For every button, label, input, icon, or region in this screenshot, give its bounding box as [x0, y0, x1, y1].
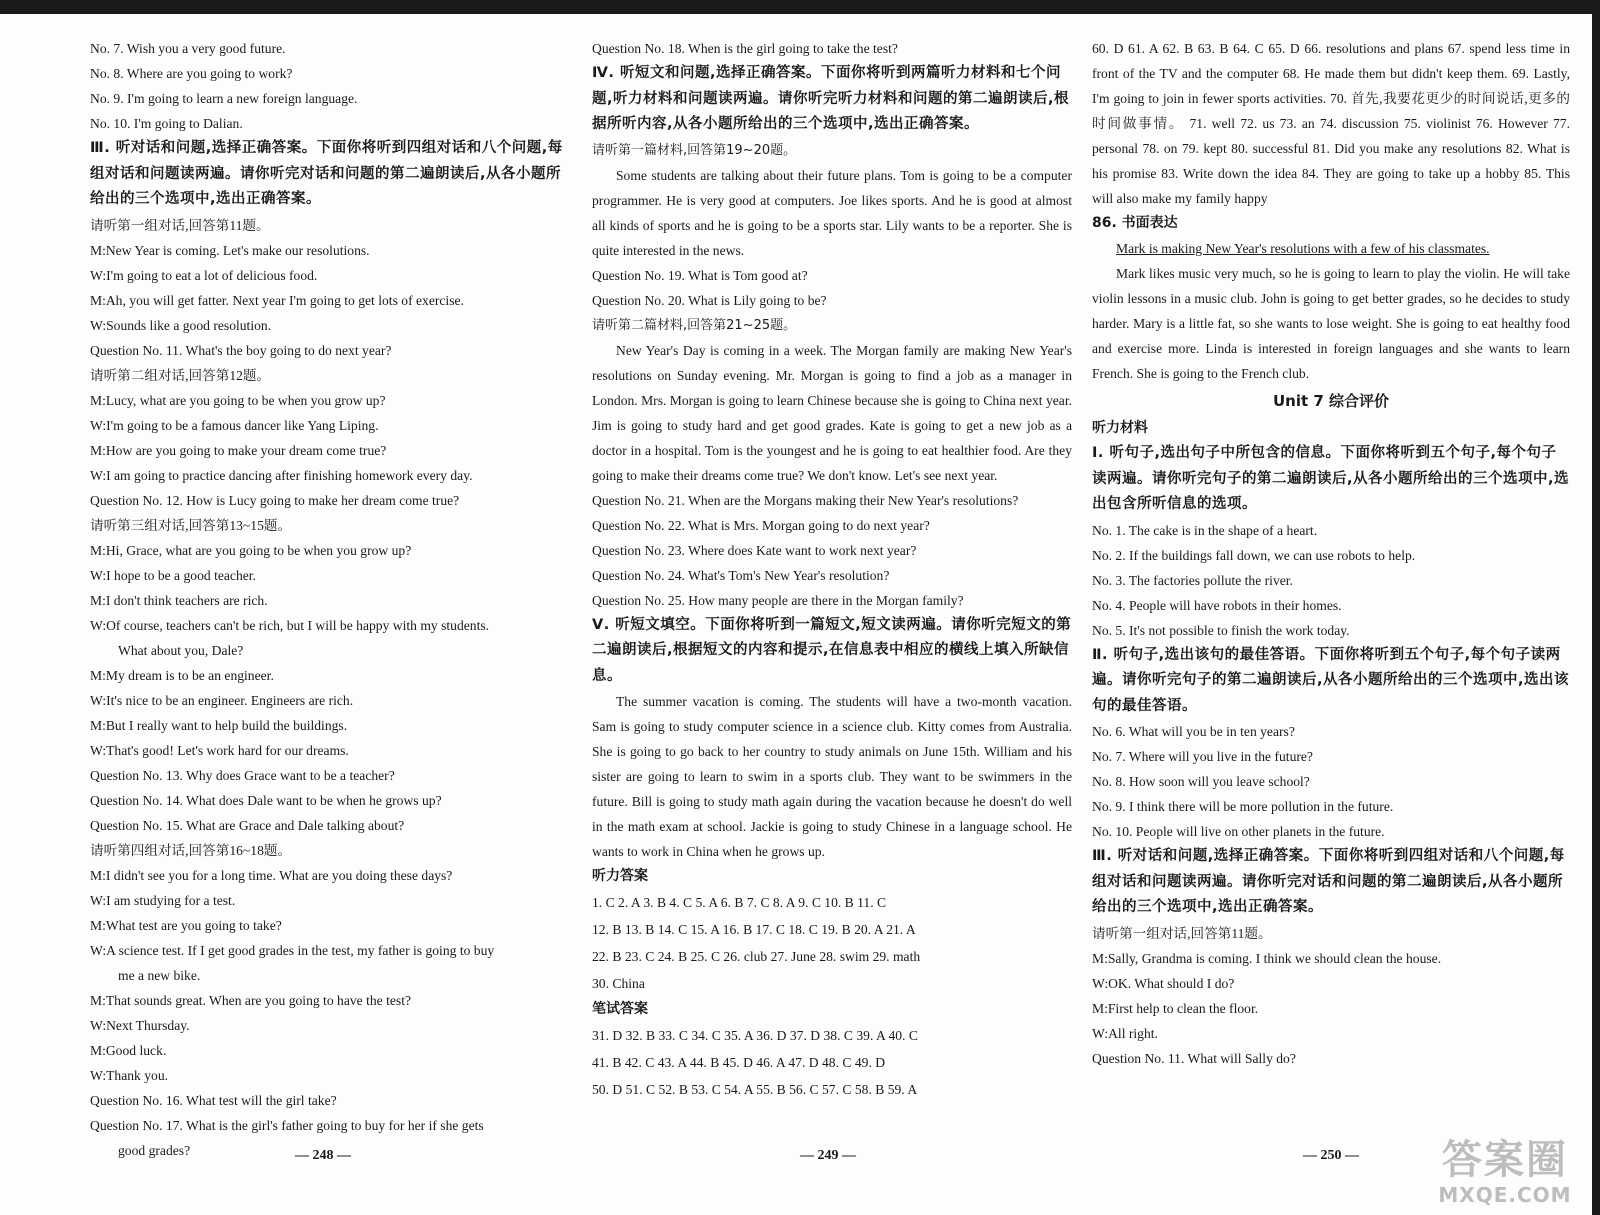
question-line: Question No. 25. How many people are there in the Morgan family? — [592, 592, 964, 608]
listening-line: No. 10. I'm going to Dalian. — [90, 116, 243, 131]
text-line: W:I'm going to be a famous dancer like Yang Liping. — [90, 417, 379, 433]
listening-answers-title: 听力答案 — [592, 868, 648, 884]
section-3-heading: Ⅲ. 听对话和问题,选择正确答案。下面你将听到四组对话和八个问题,每组对话和问题读两遍。请你听完对话和问题的第二遍朗读后,从各小题所给出的三个选项中,选出正确答案。 — [90, 140, 563, 207]
watermark-logo — [1430, 1137, 1580, 1207]
passage-3: The summer vacation is coming. The students will have a two-month vacation. Sam is going to study computer science in a science club. Kitty comes from Australia. She is going to go back to her country to study animals on June 15th. William and his sister are going to learn to swim in a sports club. They want to be swimmers in the future. Bill is going to study math again during the vacation because he doesn't do well in the math exam at school. Jackie is going to study Chinese in a language school. He wants to work in China when he grows up. — [592, 694, 1072, 859]
text-line: Question No. 17. What is the girl's father going to buy for her if she gets — [90, 1117, 484, 1133]
answer-row: 22. B 23. C 24. B 25. C 26. club 27. June 28. swim 29. math — [592, 949, 921, 964]
answer-row: 31. D 32. B 33. C 34. C 35. A 36. D 37. D 38. C 39. A 40. C — [592, 1028, 918, 1043]
listening-line: No. 9. I'm going to learn a new foreign language. — [90, 91, 358, 106]
text-line: M:What test are you going to take? — [90, 917, 282, 933]
watermark-text: 答案圈 — [1442, 1137, 1568, 1183]
text-line: What about you, Dale? — [118, 642, 244, 658]
section-3-lines — [1092, 921, 1570, 1071]
text-line: me a new bike. — [118, 967, 201, 983]
section-1-heading: Ⅰ. 听句子,选出句子中所包含的信息。下面你将听到五个句子,每个句子读两遍。请你听完句子的第二遍朗读后,从各小题所给出的三个选项中,选出包含所听信息的选项。 — [1092, 445, 1570, 512]
text-line: good grades? — [118, 1142, 191, 1158]
text-line: No. 9. I think there will be more pollution in the future. — [1092, 799, 1394, 814]
question-line: Question No. 20. What is Lily going to be? — [592, 292, 827, 308]
section-2-heading: Ⅱ. 听句子,选出该句的最佳答语。下面你将听到五个句子,每个句子读两遍。请你听完句子的第二遍朗读后,从各小题所给出的三个选项中,选出该句的最佳答语。 — [1092, 646, 1570, 714]
section-3-heading: Ⅲ. 听对话和问题,选择正确答案。下面你将听到四组对话和八个问题,每组对话和问题读两遍。请你听完对话和问题的第二遍朗读后,从各小题所给出的三个选项中,选出正确答案。 — [1092, 848, 1565, 915]
text-line: M:That sounds great. When are you going to have the test? — [90, 992, 412, 1008]
essay-body: Mark likes music very much, so he is going to learn to play the violin. He will take violin lessons in a music club. John is going to get better grades, so he decides to study harder. Mary is a little fat, so she wants to lose weight. She is going to eat healthy food and exercise more. Linda is interested in foreign languages and she wants to learn French. She is going to the French club. — [1092, 266, 1570, 381]
answer-row: 12. B 13. B 14. C 15. A 16. B 17. C 18. C 19. B 20. A 21. A — [592, 922, 916, 937]
text-line: M:Lucy, what are you going to be when you grow up? — [90, 392, 386, 408]
page-number-248: — 248 — — [295, 1148, 351, 1163]
watermark-url: MXQE.COM — [1438, 1183, 1572, 1207]
text-line: W:All right. — [1092, 1025, 1158, 1041]
page-250-column — [1092, 36, 1570, 1071]
answer-row: 50. D 51. C 52. B 53. C 54. A 55. B 56. C 57. C 58. B 59. A — [592, 1082, 918, 1097]
text-line: M:New Year is coming. Let's make our resolutions. — [90, 242, 370, 258]
question-line: Question No. 24. What's Tom's New Year's resolution? — [592, 567, 890, 583]
text-line: M:I don't think teachers are rich. — [90, 592, 268, 608]
text-line: M:How are you going to make your dream come true? — [90, 442, 387, 458]
text-line: W:Next Thursday. — [90, 1017, 190, 1033]
text-line: Question No. 14. What does Dale want to be when he grows up? — [90, 792, 442, 808]
text-line: No. 4. People will have robots in their homes. — [1092, 597, 1342, 613]
text-line: No. 3. The factories pollute the river. — [1092, 572, 1293, 588]
listening-line: No. 7. Wish you a very good future. — [90, 41, 286, 56]
text-line: Question No. 16. What test will the girl take? — [90, 1092, 337, 1108]
essay-title: Mark is making New Year's resolutions with a few of his classmates. — [1116, 241, 1490, 256]
text-line: W:I'm going to eat a lot of delicious food. — [90, 267, 318, 283]
text-line: 请听第一组对话,回答第11题。 — [90, 217, 270, 233]
text-line: W:OK. What should I do? — [1092, 975, 1235, 991]
answers-60-85: 60. D 61. A 62. B 63. B 64. C 65. D 66. resolutions and plans 67. spend less time in front of the TV and the computer 68. He made them but didn't keep them. 69. Lastly, I'm going to join in fewer sports activities. 70. 首先,我要花更少的时间说话,更多的时间做事情。 71. well 72. us 73. an 74. discussion 75. violinist 76. However 77. personal 78. on 79. kept 80. successful 81. Did you make any resolutions 82. What is his promise 83. Write down the idea 84. They are going to take up a hobby 85. This will also make my family happy — [1092, 41, 1570, 206]
written-answers-title: 笔试答案 — [592, 1001, 648, 1017]
text-line: W:I hope to be a good teacher. — [90, 567, 256, 583]
text-line: W:I am going to practice dancing after finishing homework every day. — [90, 467, 473, 483]
text-line: No. 8. How soon will you leave school? — [1092, 774, 1310, 789]
text-line: M:My dream is to be an engineer. — [90, 667, 274, 683]
section-1-lines — [1092, 518, 1570, 643]
text-line: M:I didn't see you for a long time. What are you doing these days? — [90, 867, 453, 883]
text-line: W:Sounds like a good resolution. — [90, 317, 272, 333]
listening-material-title: 听力材料 — [1092, 420, 1148, 436]
scan-right-border — [1592, 0, 1600, 1215]
scan-top-border — [0, 0, 1600, 14]
text-line: W:Of course, teachers can't be rich, but I will be happy with my students. — [90, 617, 490, 633]
page-248-column — [90, 36, 575, 1163]
passage-intro: 请听第一篇材料,回答第19~20题。 — [592, 142, 797, 158]
text-line: M:Good luck. — [90, 1042, 167, 1058]
text-line: No. 10. People will live on other planets in the future. — [1092, 824, 1385, 839]
dialog-list — [90, 213, 575, 1163]
text-line: No. 7. Where will you live in the future? — [1092, 749, 1313, 764]
section-5-heading: Ⅴ. 听短文填空。下面你将听到一篇短文,短文读两遍。请你听完短文的第二遍朗读后,根据短文的内容和提示,在信息表中相应的横线上填入所缺信息。 — [592, 616, 1072, 684]
passage-2: New Year's Day is coming in a week. The Morgan family are making New Year's resolutions on Sunday evening. Mr. Morgan is going to find a job as a manager in London. Mrs. Morgan is going to learn Chinese because she is going to China next year. Jim is going to study hard and get good grades. Kate is going to get a new job as a doctor in a hospital. Tom is the youngest and he is going to eat healthier food. Are they going to make their dreams come true? We don't know. Let's see next year. — [592, 342, 1072, 483]
text-line: Question No. 11. What's the boy going to do next year? — [90, 342, 392, 358]
question-line: Question No. 21. When are the Morgans making their New Year's resolutions? — [592, 492, 1019, 508]
answer-row: 30. China — [592, 976, 645, 991]
page-number-249: — 249 — — [800, 1148, 856, 1163]
question-line: Question No. 19. What is Tom good at? — [592, 267, 808, 283]
text-line: M:Ah, you will get fatter. Next year I'm going to get lots of exercise. — [90, 292, 464, 308]
text-line: Question No. 15. What are Grace and Dale talking about? — [90, 817, 405, 833]
passage-1: Some students are talking about their future plans. Tom is going to be a computer programmer. He is very good at computers. Joe likes sports. And he is good at almost all kinds of sports and he is going to be a sports star. Lily wants to be a reporter. She is quite interested in the news. — [592, 167, 1072, 258]
text-line: Question No. 11. What will Sally do? — [1092, 1050, 1296, 1066]
section-2-lines — [1092, 719, 1570, 844]
text-line: W:Thank you. — [90, 1067, 169, 1083]
text-line: No. 1. The cake is in the shape of a heart. — [1092, 522, 1318, 538]
text-line: No. 5. It's not possible to finish the work today. — [1092, 622, 1350, 638]
answer-row: 41. B 42. C 43. A 44. B 45. D 46. A 47. D 48. C 49. D — [592, 1055, 886, 1070]
text-line: Question No. 12. How is Lucy going to make her dream come true? — [90, 492, 460, 508]
page-number-250: — 250 — — [1303, 1148, 1359, 1163]
text-line: W:I am studying for a test. — [90, 892, 236, 908]
listening-line: No. 8. Where are you going to work? — [90, 66, 293, 81]
text-line: W:It's nice to be an engineer. Engineers are rich. — [90, 692, 354, 708]
text-line: No. 2. If the buildings fall down, we can use robots to help. — [1092, 547, 1416, 563]
text-line: 请听第二组对话,回答第12题。 — [90, 367, 271, 383]
answer-row: 1. C 2. A 3. B 4. C 5. A 6. B 7. C 8. A 9. C 10. B 11. C — [592, 895, 887, 910]
unit-title: Unit 7 综合评价 — [1272, 392, 1390, 410]
writing-title: 86. 书面表达 — [1092, 215, 1178, 231]
text-line: No. 6. What will you be in ten years? — [1092, 724, 1295, 739]
page-249-column — [592, 36, 1072, 1103]
text-line: W:A science test. If I get good grades in the test, my father is going to buy — [90, 942, 495, 958]
text-line: Question No. 13. Why does Grace want to be a teacher? — [90, 767, 395, 783]
question-line: Question No. 23. Where does Kate want to work next year? — [592, 542, 917, 558]
text-line: M:Sally, Grandma is coming. I think we should clean the house. — [1092, 950, 1442, 966]
section-4-heading: Ⅳ. 听短文和问题,选择正确答案。下面你将听到两篇听力材料和七个问题,听力材料和问题读两遍。请你听完听力材料和问题的第二遍朗读后,根据所听内容,从各小题所给出的三个选项中,选出正确答案。 — [592, 65, 1070, 132]
passage-intro: 请听第二篇材料,回答第21~25题。 — [592, 317, 797, 333]
question-line: Question No. 18. When is the girl going to take the test? — [592, 41, 898, 56]
text-line: M:First help to clean the floor. — [1092, 1000, 1259, 1016]
text-line: 请听第三组对话,回答第13~15题。 — [90, 517, 292, 533]
text-line: 请听第四组对话,回答第16~18题。 — [90, 842, 292, 858]
text-line: W:That's good! Let's work hard for our dreams. — [90, 742, 349, 758]
text-line: M:Hi, Grace, what are you going to be when you grow up? — [90, 542, 412, 558]
question-line: Question No. 22. What is Mrs. Morgan going to do next year? — [592, 517, 930, 533]
text-line: 请听第一组对话,回答第11题。 — [1092, 925, 1272, 941]
text-line: M:But I really want to help build the buildings. — [90, 717, 348, 733]
